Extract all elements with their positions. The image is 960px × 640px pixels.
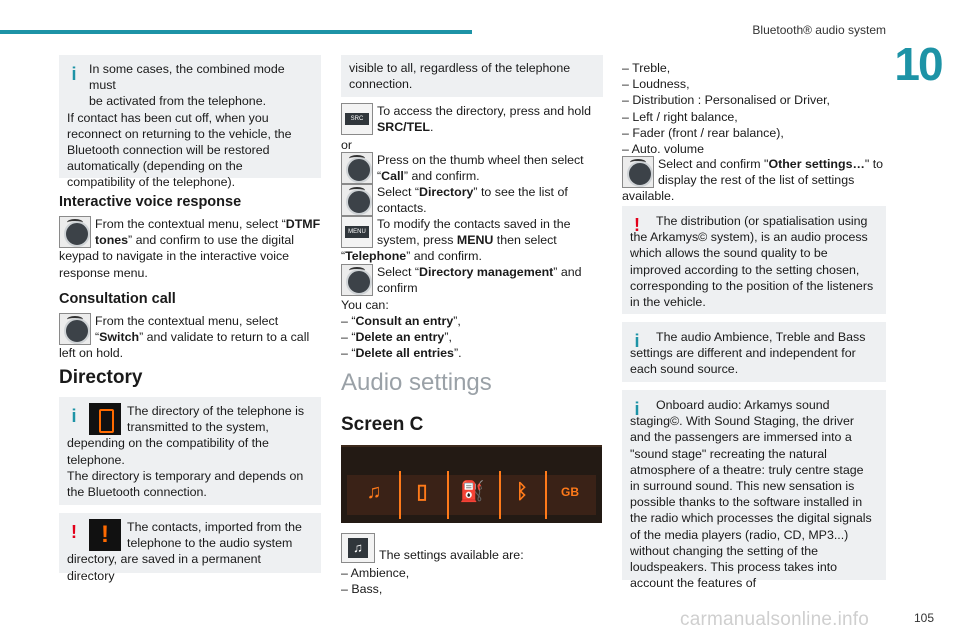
section-title-consultation: Consultation call <box>59 291 176 307</box>
section-title-audio-settings: Audio settings <box>341 369 492 396</box>
setting-ambience: – Ambience, <box>341 566 410 580</box>
warning-icon: ! <box>634 215 640 235</box>
chapter-number: 10 <box>894 38 942 90</box>
other-settings-instruction: Select and confirm "Other settings…" to display the rest of the list of settings available. <box>622 157 884 204</box>
you-can-text: You can: <box>341 298 389 312</box>
phone-icon: ▯ <box>416 481 428 503</box>
directory-select-instruction: Select “Directory” to see the list of contacts. <box>341 184 603 216</box>
settings-intro: ♫ The settings available are: <box>341 533 603 563</box>
info-icon: i <box>634 399 640 419</box>
list-item: – Treble, <box>622 61 671 75</box>
continued-warning-note: visible to all, regardless of the telephone connection. <box>341 55 603 97</box>
option-consult: – “Consult an entry”, <box>341 314 461 328</box>
warning-note-distribution: ! The distribution (or spatialisation using the Arkamys© system), is an audio process which allows the sound quality to be improved according to the setting chosen, corresponding to the position of the listeners in the vehicle. <box>622 206 886 314</box>
display-separator <box>447 471 449 519</box>
warning-icon: ! <box>71 522 77 542</box>
warning-note-contacts: ! ! The contacts, imported from the telephone to the audio system directory, are saved in a permanent directory <box>59 513 321 573</box>
audio-settings-icon: ♫ <box>366 481 382 503</box>
header-accent-bar <box>0 30 472 34</box>
thumb-wheel-icon <box>341 152 373 184</box>
menu-button-icon: MENU <box>341 216 373 248</box>
list-item: – Distribution : Personalised or Driver, <box>622 93 830 108</box>
info-icon: i <box>71 406 77 426</box>
section-title-ivr: Interactive voice response <box>59 194 242 210</box>
thumb-wheel-call-instruction: Press on the thumb wheel then select “Call” and confirm. <box>341 152 603 184</box>
watermark-text: carmanualsonline.info <box>680 609 870 630</box>
display-separator <box>545 471 547 519</box>
thumb-wheel-icon <box>341 184 373 216</box>
menu-telephone-instruction: MENU To modify the contacts saved in the system, press MENU then select “Telephone” and confirm. <box>341 217 571 264</box>
subsection-title-screen-c: Screen C <box>341 414 424 435</box>
thumb-wheel-icon <box>59 313 91 345</box>
thumb-wheel-icon <box>59 216 91 248</box>
info-icon: i <box>71 64 77 84</box>
src-tel-button-icon: SRC <box>341 103 373 135</box>
consultation-paragraph: From the contextual menu, select “Switch” and validate to return to a call left on hold. <box>59 314 310 361</box>
option-delete: – “Delete an entry”, <box>341 330 452 344</box>
settings-list <box>622 60 892 157</box>
list-item: – Fader (front / rear balance), <box>622 125 784 140</box>
running-header: Bluetooth® audio system <box>752 23 886 37</box>
phone-icon <box>89 403 121 435</box>
page-number: 105 <box>913 611 934 625</box>
display-separator <box>399 471 401 519</box>
fuel-pump-icon: ⛽ <box>459 481 485 503</box>
warning-dark-icon <box>89 519 121 551</box>
section-title-directory: Directory <box>59 367 143 388</box>
language-settings-icon: GB <box>561 485 579 499</box>
directory-management-instruction: Select “Directory management” and confirm <box>341 264 603 296</box>
list-item: – Left / right balance, <box>622 109 738 124</box>
ivr-paragraph: From the contextual menu, select “DTMF tones” and confirm to use the digital keypad to navigate in the interactive voice response menu. <box>59 217 321 280</box>
list-item: – Loudness, <box>622 77 690 92</box>
option-delete-all: – “Delete all entries”. <box>341 346 462 360</box>
list-item: – Auto. volume <box>622 142 704 157</box>
thumb-wheel-icon <box>622 156 654 188</box>
info-note-directory: i The directory of the telephone is transmitted to the system, depending on the compatibility of the telephone. The directory is temporary and depends on the Bluetooth connection. <box>59 397 321 505</box>
info-note-ambience: i The audio Ambience, Treble and Bass settings are different and independent for each sound source. <box>622 322 886 382</box>
bluetooth-icon: ᛒ <box>516 481 528 503</box>
src-tel-instruction: SRC To access the directory, press and hold SRC/TEL. <box>341 103 603 135</box>
or-text: or <box>341 138 353 152</box>
info-note-arkamys: i Onboard audio: Arkamys sound staging©. With Sound Staging, the driver and the passengers are immersed into a "sound stage" recreating the natural atmosphere of a theatre: truly centre stage in surround sound. This new sensation is possible thanks to the software installed in the radio which processes the digital signals of the media players (radio, CD, MP3...) without changing the setting of the loudspeakers. This process takes into account the features of <box>622 390 886 580</box>
thumb-wheel-icon <box>341 264 373 296</box>
display-separator <box>499 471 501 519</box>
info-icon: i <box>634 331 640 351</box>
setting-bass: – Bass, <box>341 582 383 596</box>
music-note-icon: ♫ <box>341 533 375 563</box>
screen-c-display-image <box>341 445 602 523</box>
info-note-combined-mode: i In some cases, the combined mode must be activated from the telephone. If contact has been cut off, when you reconnect on returning to the vehicle, the Bluetooth connection will be restored automatically (depending on the compatibility of the telephone). <box>59 55 321 178</box>
